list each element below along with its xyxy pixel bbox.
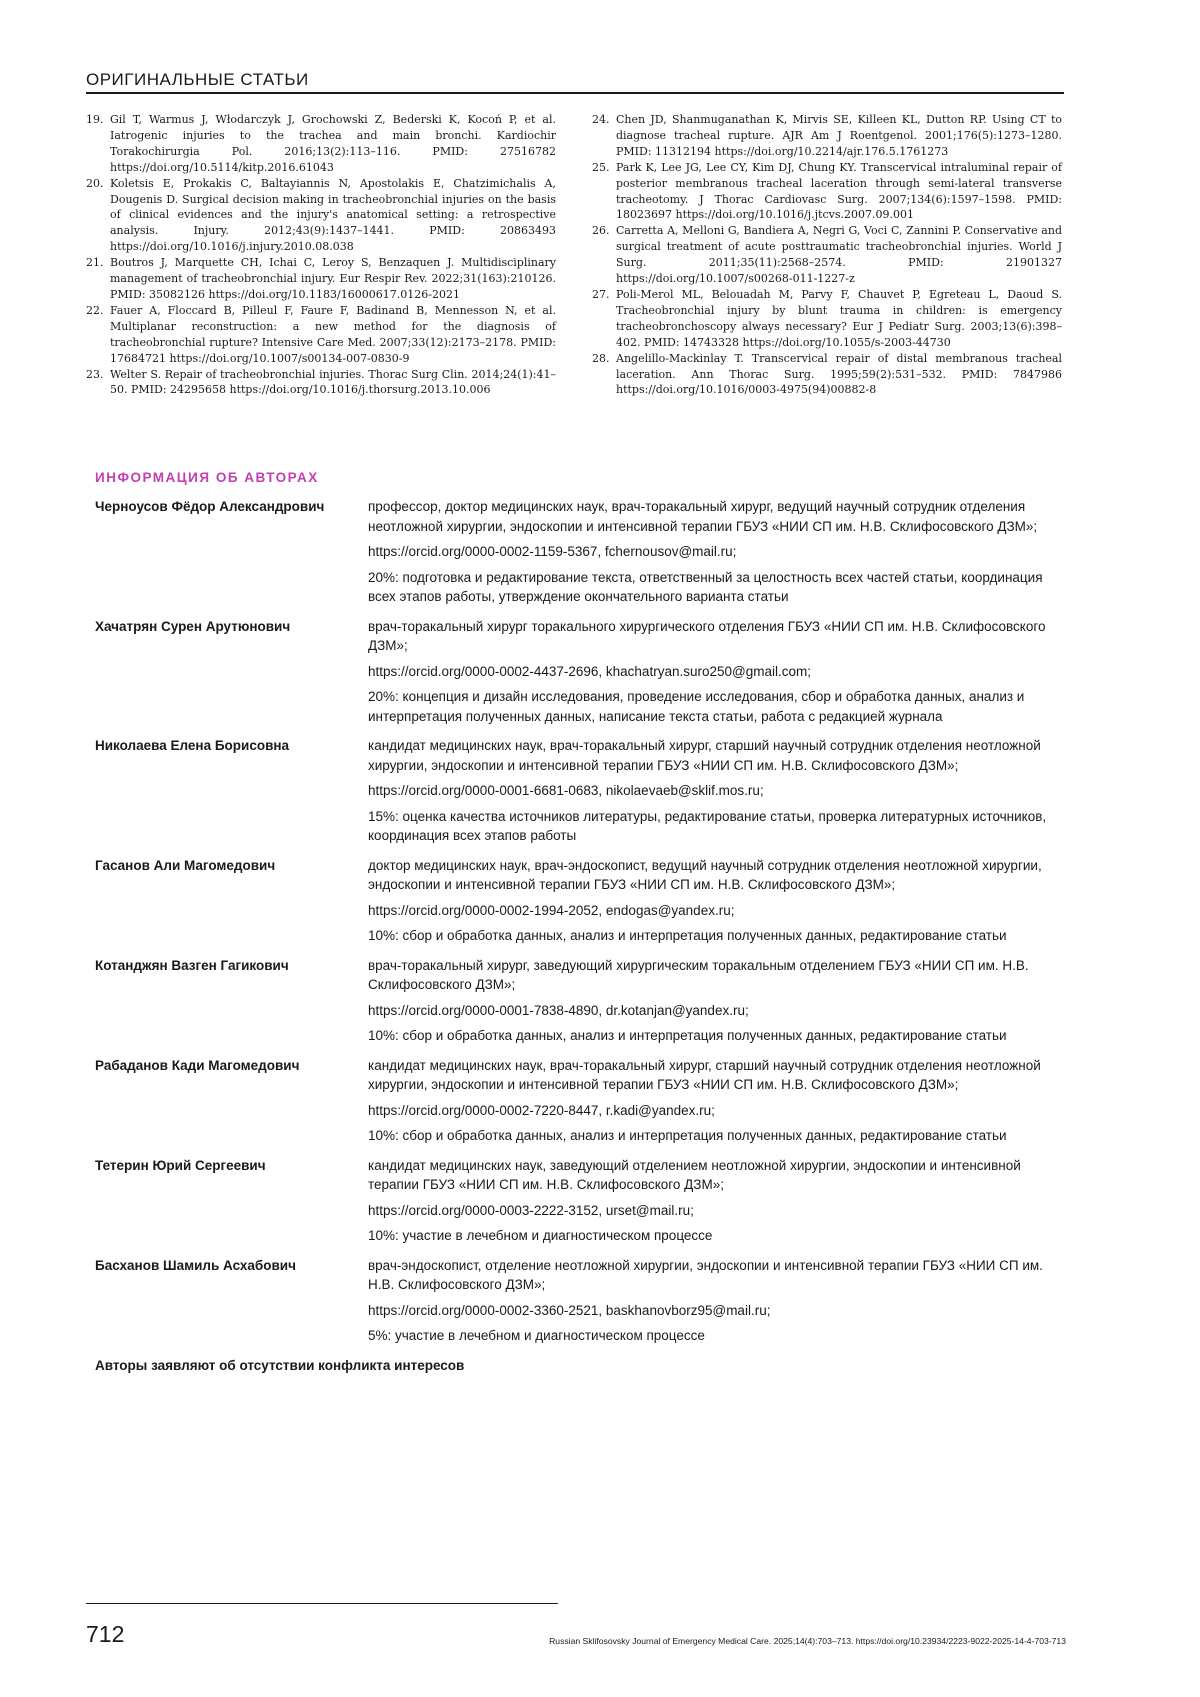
reference-number: 20.	[86, 176, 104, 190]
references-left-column	[86, 112, 556, 398]
author-entry	[95, 497, 1060, 607]
author-contribution: 10%: участие в лечебном и диагностическом процессе	[368, 1228, 713, 1243]
references-right-column	[592, 112, 1062, 398]
reference-number: 28.	[592, 351, 610, 365]
reference-text: Chen JD, Shanmuganathan K, Mirvis SE, Killeen KL, Dutton RP. Using CT to diagnose tracheal rupture. AJR Am J Roentgenol. 2001;176(5):1273–1280. PMID: 11312194 https://doi.org/10.2214/ajr.176.5.1761273	[616, 113, 1062, 158]
author-contact: https://orcid.org/0000-0001-7838-4890, dr.kotanjan@yandex.ru;	[368, 1002, 749, 1018]
author-contact: https://orcid.org/0000-0002-7220-8447, r.kadi@yandex.ru;	[368, 1102, 715, 1118]
author-position: врач-торакальный хирург, заведующий хирургическим торакальным отделением ГБУЗ «НИИ СП им. Н.В. Склифосовского ДЗМ»;	[368, 957, 1029, 992]
author-info	[368, 956, 1060, 1046]
author-position: доктор медицинских наук, врач-эндоскопист, ведущий научный сотрудник отделения неотложной хирургии, эндоскопии и интенсивной терапии ГБУЗ «НИИ СП им. Н.В. Склифосовского ДЗМ»;	[368, 857, 1042, 892]
author-contact: https://orcid.org/0000-0003-2222-3152, urset@mail.ru;	[368, 1202, 694, 1218]
author-info	[368, 617, 1060, 727]
author-info	[368, 1056, 1060, 1146]
reference-number: 19.	[86, 113, 104, 126]
author-name: Хачатрян Сурен Арутюнович	[95, 618, 291, 634]
author-name: Басханов Шамиль Асхабович	[95, 1257, 296, 1273]
page-number: 712	[86, 1621, 125, 1647]
author-entry	[95, 956, 1060, 1046]
reference-text: Boutros J, Marquette CH, Ichai C, Leroy S, Benzaquen J. Multidisciplinary management of tracheobronchial injury. Eur Respir Rev. 2022;31(163):210126. PMID: 35082126 https://doi.org/10.1183/16000617.0126-2021	[110, 256, 556, 301]
author-contact: https://orcid.org/0000-0002-4437-2696, khachatryan.suro250@gmail.com;	[368, 663, 811, 679]
reference-text: Park K, Lee JG, Lee CY, Kim DJ, Chung KY. Transcervical intraluminal repair of posterior membranous tracheal laceration through semi-lateral transverse tracheotomy. J Thorac Cardiovasc Surg. 2007;134(6):1597–1598. PMID: 18023697 https://doi.org/10.1016/j.jtcvs.2007.09.001	[616, 160, 1062, 222]
author-name: Николаева Елена Борисовна	[95, 738, 290, 753]
author-position: кандидат медицинских наук, заведующий отделением неотложной хирургии, эндоскопии и интенсивной терапии ГБУЗ «НИИ СП им. Н.В. Склифосовского ДЗМ»;	[368, 1157, 1021, 1192]
reference-text: Welter S. Repair of tracheobronchial injuries. Thorac Surg Clin. 2014;24(1):41–50. PMID: 24295658 https://doi.org/10.1016/j.thorsurg.2013.10.006	[110, 367, 556, 397]
author-contact: https://orcid.org/0000-0002-3360-2521, baskhanovborz95@mail.ru;	[368, 1302, 771, 1318]
reference-item	[592, 351, 1062, 399]
author-entry	[95, 856, 1060, 946]
author-contribution: 20%: концепция и дизайн исследования, проведение исследования, сбор и обработка данных, анализ и интерпретация полученных данных, написание текста статьи, работа с редакцией журнала	[368, 689, 1025, 724]
reference-number: 25.	[592, 160, 610, 174]
author-entry	[95, 1156, 1060, 1246]
author-contribution: 10%: сбор и обработка данных, анализ и интерпретация полученных данных, редактирование статьи	[368, 1128, 1007, 1143]
reference-item	[592, 112, 1062, 160]
author-position: врач-торакальный хирург торакального хирургического отделения ГБУЗ «НИИ СП им. Н.В. Склифосовского ДЗМ»;	[368, 618, 1046, 653]
reference-text: Fauer A, Floccard B, Pilleul F, Faure F, Badinand B, Mennesson N, et al. Multiplanar reconstruction: a new method for the diagnosis of tracheobronchial rupture? Intensive Care Med. 2007;33(12):2173–2178. PMID: 17684721 https://doi.org/10.1007/s00134-007-0830-9	[110, 303, 556, 365]
author-entry	[95, 1056, 1060, 1146]
reference-item	[592, 223, 1062, 287]
author-entry	[95, 736, 1060, 846]
reference-number: 21.	[86, 256, 104, 270]
author-contribution: 20%: подготовка и редактирование текста, ответственный за целостность всех частей статьи, координация всех этапов работы, утверждение окончательного варианта статьи	[368, 569, 1043, 604]
header-divider	[86, 92, 1064, 94]
author-position: кандидат медицинских наук, врач-торакальный хирург, старший научный сотрудник отделения неотложной хирургии, эндоскопии и интенсивной терапии ГБУЗ «НИИ СП им. Н.В. Склифосовского ДЗМ»;	[368, 738, 1041, 773]
author-contact: https://orcid.org/0000-0001-6681-0683, nikolaevaeb@sklif.mos.ru;	[368, 783, 764, 798]
reference-text: Poli-Merol ML, Belouadah M, Parvy F, Chauvet P, Egreteau L, Daoud S. Tracheobronchial injury by blunt trauma in children: is emergency tracheobronchoscopy always necessary? Eur J Pediatr Surg. 2003;13(6):398–402. PMID: 14743328 https://doi.org/10.1055/s-2003-44730	[616, 287, 1062, 349]
reference-number: 24.	[592, 113, 610, 126]
reference-item	[592, 287, 1062, 351]
reference-item	[592, 160, 1062, 224]
reference-text: Angelillo-Mackinlay T. Transcervical repair of distal membranous tracheal laceration. Ann Thorac Surg. 1995;59(2):531–532. PMID: 7847986 https://doi.org/10.1016/0003-4975(94)00882-8	[616, 351, 1062, 397]
reference-item	[86, 176, 556, 256]
author-name: Котанджян Вазген Гагикович	[95, 957, 289, 973]
reference-item	[86, 367, 556, 399]
author-contribution: 10%: сбор и обработка данных, анализ и интерпретация полученных данных, редактирование статьи	[368, 928, 1007, 943]
author-entry	[95, 1256, 1060, 1346]
reference-number: 26.	[592, 224, 610, 238]
reference-text: Koletsis E, Prokakis C, Baltayiannis N, Apostolakis E, Chatzimichalis A, Dougenis D. Surgical decision making in tracheobronchial injuries on the basis of clinical evidences and the injury's anatomical setting: a retrospective analysis. Injury. 2012;43(9):1437–1441. PMID: 20863493 https://doi.org/10.1016/j.injury.2010.08.038	[110, 176, 556, 254]
section-title: ОРИГИНАЛЬНЫЕ СТАТЬИ	[86, 70, 309, 89]
author-info	[368, 497, 1060, 607]
author-info	[368, 856, 1060, 946]
reference-item	[86, 303, 556, 367]
author-info	[368, 736, 1060, 846]
author-position: врач-эндоскопист, отделение неотложной хирургии, эндоскопии и интенсивной терапии ГБУЗ «НИИ СП им. Н.В. Склифосовского ДЗМ»;	[368, 1257, 1043, 1292]
reference-text: Carretta A, Melloni G, Bandiera A, Negri G, Voci C, Zannini P. Conservative and surgical treatment of acute posttraumatic tracheobronchial injuries. World J Surg. 2011;35(11):2568–2574. PMID: 21901327 https://doi.org/10.1007/s00268-011-1227-z	[616, 224, 1062, 286]
author-contribution: 15%: оценка качества источников литературы, редактирование статьи, проверка литературных источников, координация всех этапов работы	[368, 808, 1047, 843]
authors-heading: ИНФОРМАЦИЯ ОБ АВТОРАХ	[95, 470, 319, 485]
footer-citation: Russian Sklifosovsky Journal of Emergency Medical Care. 2025;14(4):703–713. https://doi.org/10.23934/2223-9022-2025-14-4-703-713	[549, 1636, 1066, 1646]
author-entry	[95, 617, 1060, 727]
author-info	[368, 1156, 1060, 1246]
reference-number: 23.	[86, 367, 104, 381]
author-name: Черноусов Фёдор Александрович	[95, 499, 325, 514]
author-contribution: 10%: сбор и обработка данных, анализ и интерпретация полученных данных, редактирование статьи	[368, 1028, 1007, 1043]
reference-item	[86, 255, 556, 303]
author-position: кандидат медицинских наук, врач-торакальный хирург, старший научный сотрудник отделения неотложной хирургии, эндоскопии и интенсивной терапии ГБУЗ «НИИ СП им. Н.В. Склифосовского ДЗМ»;	[368, 1057, 1041, 1092]
author-name: Гасанов Али Магомедович	[95, 857, 276, 873]
reference-text: Gil T, Warmus J, Włodarczyk J, Grochowski Z, Bederski K, Kocoń P, et al. Iatrogenic injuries to the trachea and main bronchi. Kardiochir Torakochirurgia Pol. 2016;13(2):113–116. PMID: 27516782 https://doi.org/10.5114/kitp.2016.61043	[110, 113, 556, 174]
conflict-of-interest-statement: Авторы заявляют об отсутствии конфликта интересов	[95, 1357, 465, 1373]
author-contact: https://orcid.org/0000-0002-1159-5367, fchernousov@mail.ru;	[368, 544, 737, 559]
author-position: профессор, доктор медицинских наук, врач-торакальный хирург, ведущий научный сотрудник отделения неотложной хирургии, эндоскопии и интенсивной терапии ГБУЗ «НИИ СП им. Н.В. Склифосовского ДЗМ»;	[368, 499, 1038, 534]
reference-item	[86, 112, 556, 176]
reference-number: 27.	[592, 287, 610, 301]
author-info	[368, 1256, 1060, 1346]
reference-number: 22.	[86, 303, 104, 317]
author-name: Тетерин Юрий Сергеевич	[95, 1157, 266, 1173]
footer-divider	[86, 1603, 558, 1604]
author-contact: https://orcid.org/0000-0002-1994-2052, endogas@yandex.ru;	[368, 902, 735, 918]
authors-list	[95, 497, 1060, 1375]
author-name: Рабаданов Кади Магомедович	[95, 1057, 300, 1073]
author-contribution: 5%: участие в лечебном и диагностическом процессе	[368, 1328, 705, 1343]
